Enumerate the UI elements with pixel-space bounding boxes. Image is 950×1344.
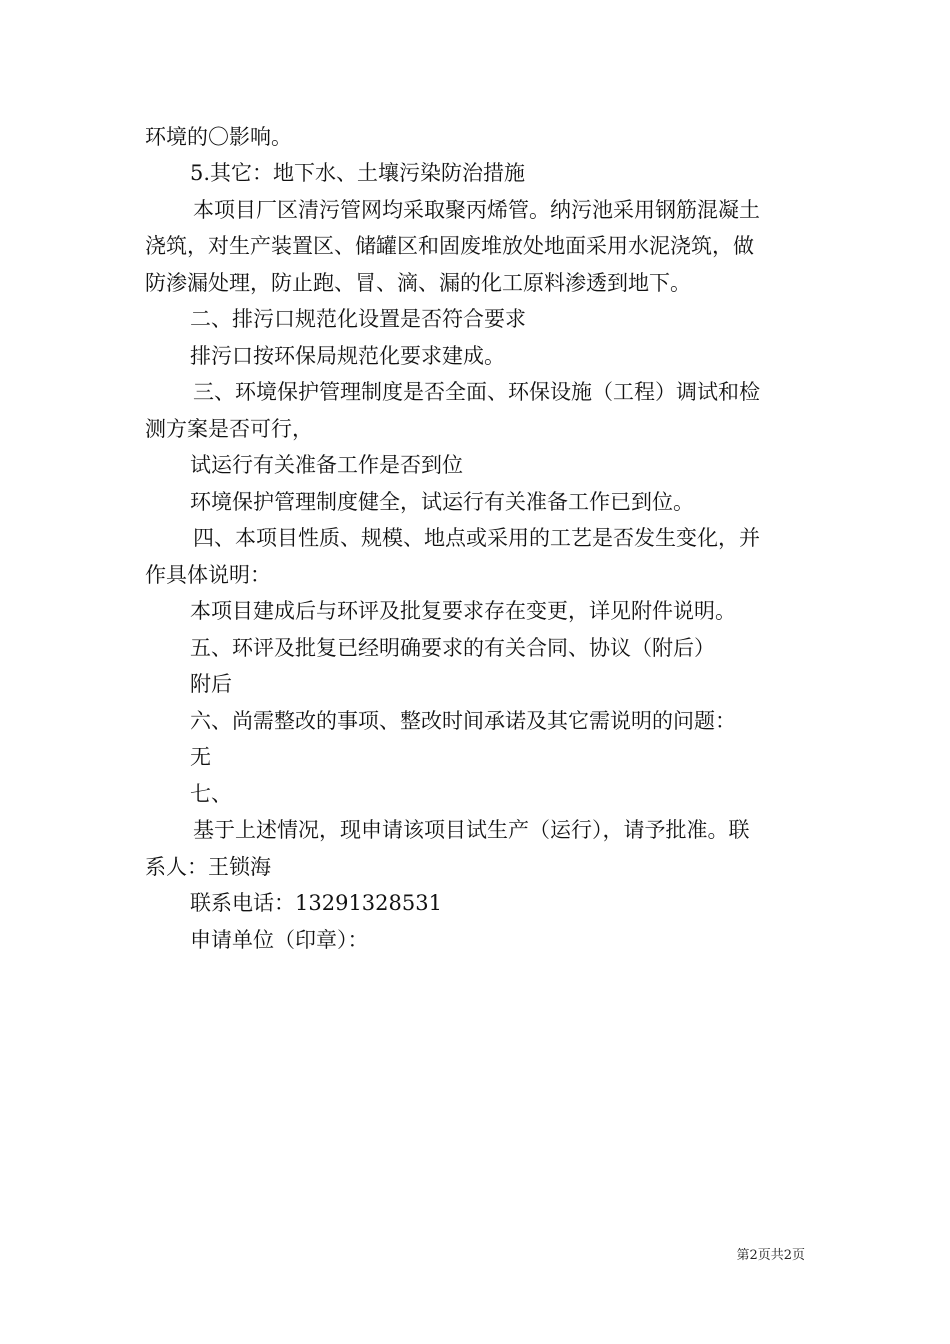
text-line: 本项目建成后与环评及批复要求存在变更，详见附件说明。	[190, 599, 736, 623]
text-line: 基于上述情况，现申请该项目试生产（运行），请予批准。联	[193, 818, 750, 842]
text-line: 系人：王锁海	[145, 855, 271, 879]
text-line: 环境保护管理制度健全，试运行有关准备工作已到位。	[190, 490, 694, 514]
text-line: 环境的〇影响。	[145, 125, 292, 149]
text-line: 无	[190, 745, 211, 769]
text-line: 附后	[190, 672, 232, 696]
section-heading: 七、	[190, 782, 232, 806]
section-heading: 三、环境保护管理制度是否全面、环保设施（工程）调试和检	[193, 380, 760, 404]
text-line: 防渗漏处理，防止跑、冒、滴、漏的化工原料渗透到地下。	[145, 271, 691, 295]
section-heading: 五、环评及批复已经明确要求的有关合同、协议（附后）	[190, 636, 715, 660]
text-line: 排污口按环保局规范化要求建成。	[190, 344, 505, 368]
section-heading: 二、排污口规范化设置是否符合要求	[190, 307, 526, 331]
applicant-seal-line: 申请单位（印章）：	[190, 928, 369, 952]
page-number: 第2页共2页	[736, 1248, 805, 1263]
section-heading: 六、尚需整改的事项、整改时间承诺及其它需说明的问题：	[190, 709, 736, 733]
contact-phone: 联系电话：13291328531	[190, 891, 442, 915]
section-heading: 作具体说明：	[145, 563, 271, 587]
section-heading: 四、本项目性质、规模、地点或采用的工艺是否发生变化，并	[193, 526, 760, 550]
section-heading: 测方案是否可行，	[145, 417, 313, 441]
text-line: 试运行有关准备工作是否到位	[190, 453, 463, 477]
text-line: 本项目厂区清污管网均采取聚丙烯管。纳污池采用钢筋混凝土	[193, 198, 760, 222]
section-heading: 5.其它：地下水、土壤污染防治措施	[190, 161, 526, 185]
text-line: 浇筑，对生产装置区、储罐区和固废堆放处地面采用水泥浇筑，做	[145, 234, 754, 258]
